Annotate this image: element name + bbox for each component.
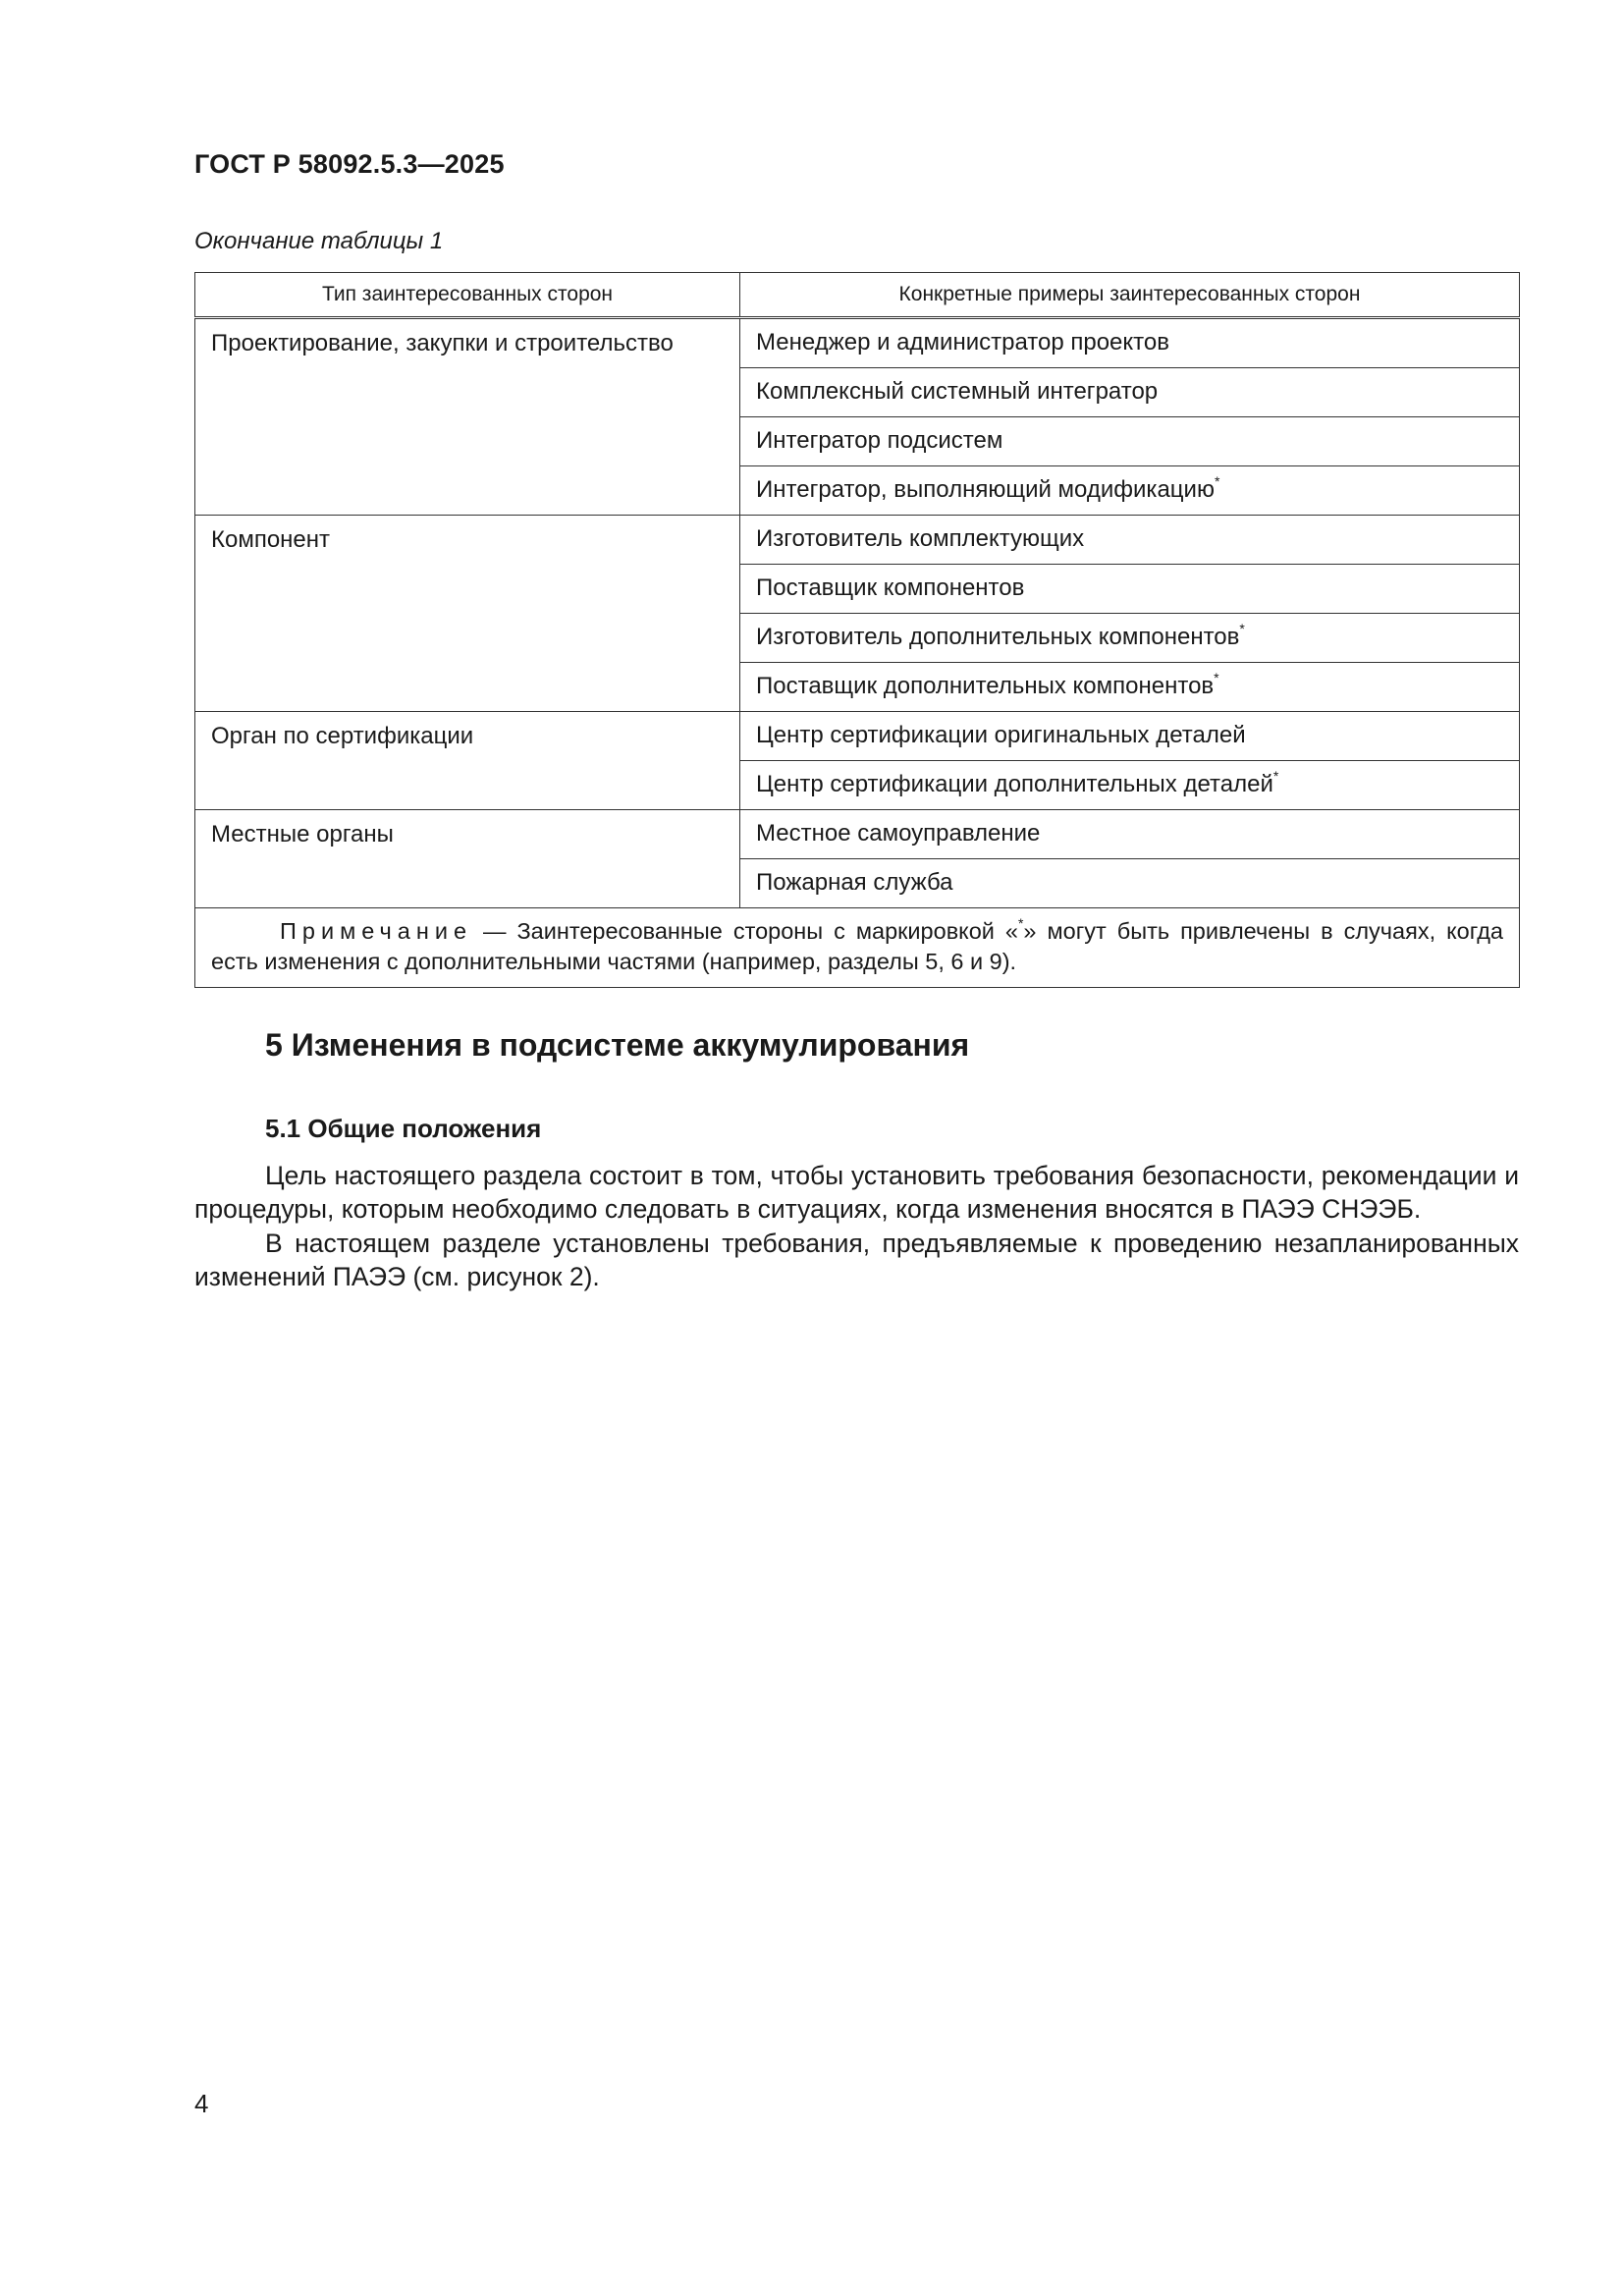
table-row xyxy=(195,810,1520,859)
stakeholder-example-cell xyxy=(740,368,1520,417)
stakeholder-example-cell xyxy=(740,466,1520,516)
asterisk-mark: * xyxy=(1214,670,1219,686)
example-text: Изготовитель комплектующих xyxy=(756,525,1085,553)
body-paragraph: Цель настоящего раздела состоит в том, чтобы установить требования безопасности, рекомендации и процедуры, которым необходимо следовать в ситуациях, когда изменения вносятся в ПАЭЭ СНЭЭБ. xyxy=(194,1161,1519,1225)
stakeholder-type-cell: Местные органы xyxy=(195,810,740,908)
example-text: Местное самоуправление xyxy=(756,820,1041,847)
example-text: Изготовитель дополнительных компонентов xyxy=(756,624,1240,651)
stakeholder-example-cell xyxy=(740,663,1520,712)
example-text: Поставщик компонентов xyxy=(756,574,1025,602)
asterisk-mark: * xyxy=(1272,768,1279,785)
table-note-row xyxy=(195,908,1520,988)
stakeholder-example-cell xyxy=(740,761,1520,810)
note-dash: — xyxy=(472,918,517,944)
note-text-before: Заинтересованные стороны с маркировкой « xyxy=(516,918,1018,944)
stakeholder-type-cell: Компонент xyxy=(195,516,740,712)
example-text: Менеджер и администратор проектов xyxy=(756,329,1169,356)
note-asterisk-mark: * xyxy=(1017,915,1024,931)
note-prefix: Примечание xyxy=(280,918,473,944)
asterisk-mark: * xyxy=(1214,473,1220,490)
example-text: Центр сертификации дополнительных деталей xyxy=(756,771,1273,798)
table-header-row xyxy=(195,273,1520,318)
stakeholder-example-cell xyxy=(740,810,1520,859)
stakeholder-example-cell xyxy=(740,516,1520,565)
column-header-type: Тип заинтересованных сторон xyxy=(195,273,740,318)
stakeholder-example-cell xyxy=(740,565,1520,614)
stakeholder-type-cell: Проектирование, закупки и строительство xyxy=(195,318,740,516)
asterisk-mark: * xyxy=(1239,621,1245,637)
table-body xyxy=(195,318,1520,908)
stakeholder-type-cell: Орган по сертификации xyxy=(195,712,740,810)
table-row xyxy=(195,516,1520,565)
example-text: Интегратор, выполняющий модификацию xyxy=(756,476,1215,504)
stakeholder-example-cell xyxy=(740,712,1520,761)
stakeholder-example-cell xyxy=(740,614,1520,663)
example-text: Комплексный системный интегратор xyxy=(756,378,1159,406)
example-text: Поставщик дополнительных компонентов xyxy=(756,673,1215,700)
stakeholder-example-cell xyxy=(740,417,1520,466)
table-note xyxy=(195,908,1520,988)
table-row xyxy=(195,712,1520,761)
table-caption: Окончание таблицы 1 xyxy=(194,228,444,254)
document-code: ГОСТ Р 58092.5.3—2025 xyxy=(194,149,505,179)
body-paragraph: В настоящем разделе установлены требования, предъявляемые к проведению незапланированных изменений ПАЭЭ (см. рисунок 2). xyxy=(194,1228,1519,1292)
example-text: Интегратор подсистем xyxy=(756,427,1003,455)
page-number: 4 xyxy=(194,2089,209,2118)
table-row xyxy=(195,318,1520,368)
stakeholders-table xyxy=(194,272,1520,988)
section-body xyxy=(194,1159,1519,1294)
stakeholder-example-cell xyxy=(740,318,1520,368)
stakeholder-example-cell xyxy=(740,859,1520,908)
column-header-examples: Конкретные примеры заинтересованных сторон xyxy=(740,273,1520,318)
section-title: 5 Изменения в подсистеме аккумулирования xyxy=(265,1027,970,1063)
note-text-after: » могут быть привлечены в случаях, когда есть изменения с дополнительными частями (например, разделы 5, 6 и 9). xyxy=(211,918,1503,975)
example-text: Центр сертификации оригинальных деталей xyxy=(756,722,1246,749)
example-text: Пожарная служба xyxy=(756,869,953,897)
subsection-title: 5.1 Общие положения xyxy=(265,1114,542,1143)
